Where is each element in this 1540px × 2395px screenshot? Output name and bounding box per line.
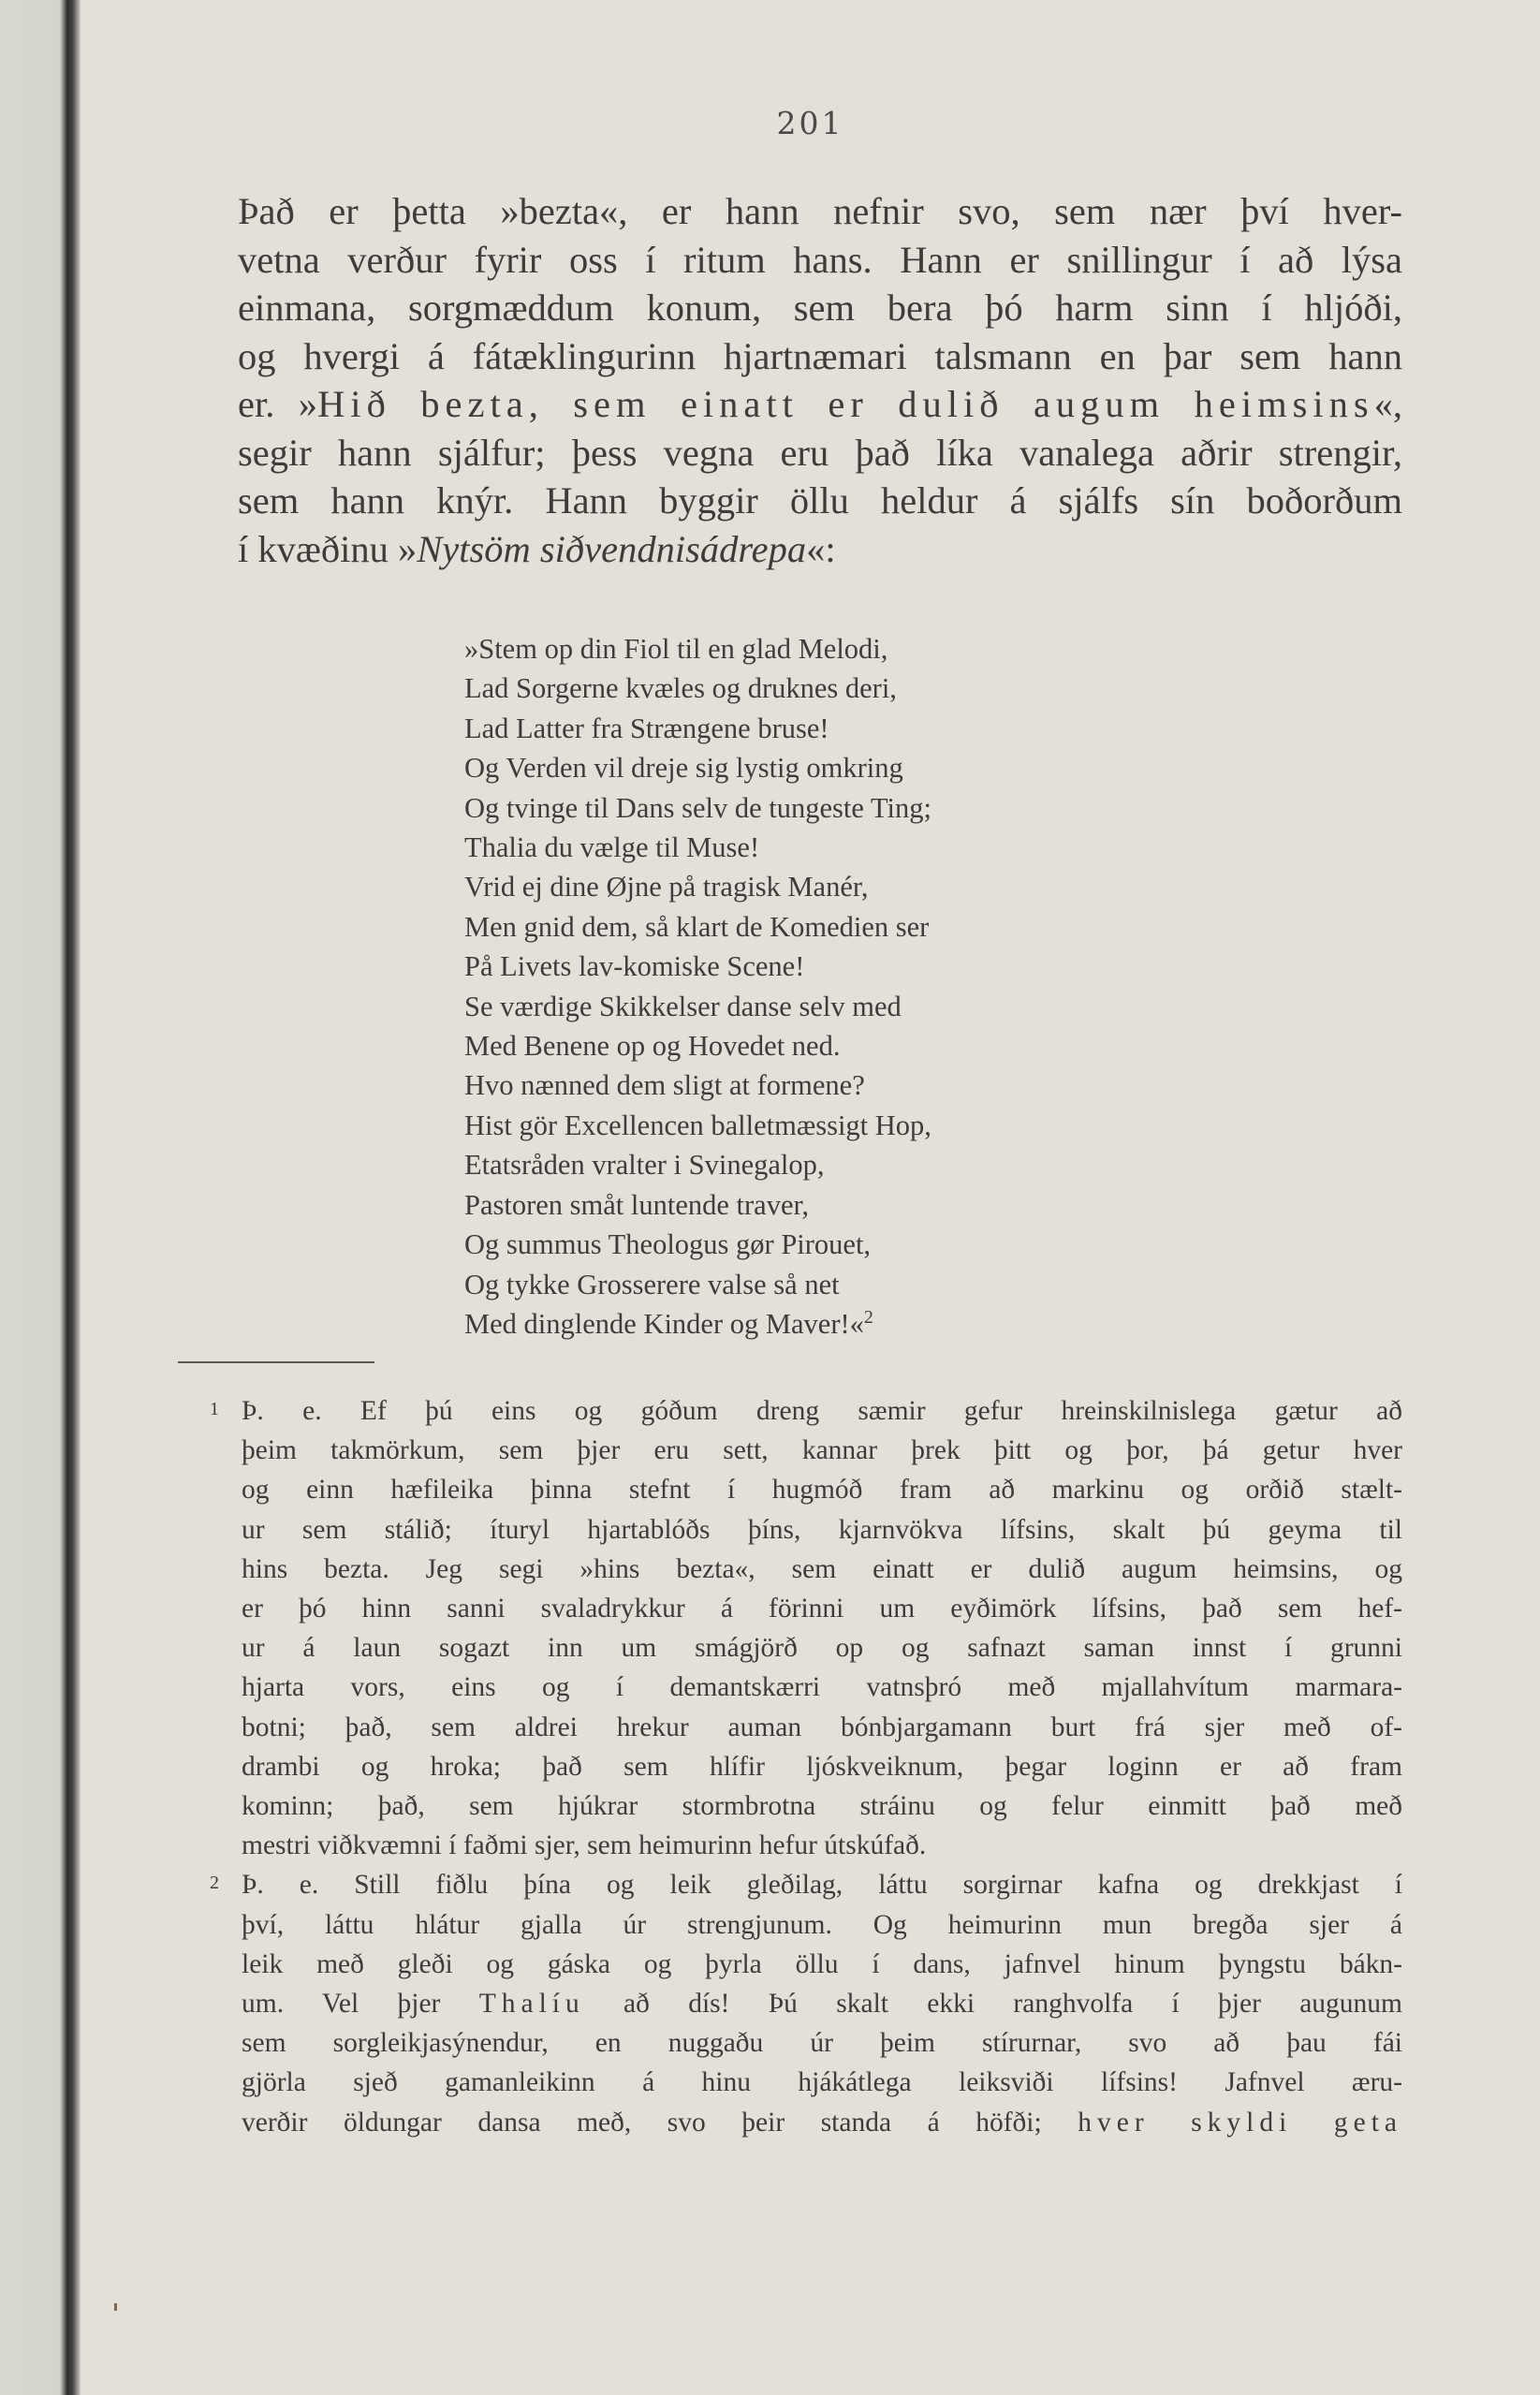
- footnote-line: hjarta vors, eins og í demantskærri vatnsþró með mjallahvítum marmara-: [242, 1672, 1402, 1703]
- spaced-quote: Hið bezta, sem einatt er dulið augum heimsins: [317, 383, 1374, 425]
- footnote-number: 2: [210, 1873, 219, 1894]
- poem-title: Nytsöm siðvendnisádrepa: [417, 527, 807, 570]
- poem-line: »Stem op din Fiol til en glad Melodi,: [464, 633, 888, 665]
- footnote-line: og einn hæfileika þinna stefnt í hugmóð fram að markinu og orðið stælt-: [242, 1475, 1402, 1506]
- spaced-phrase: hver skyldi geta: [1078, 2107, 1402, 2138]
- poem-line: Etatsråden vralter i Svinegalop,: [464, 1149, 825, 1182]
- poem-line: Og summus Theologus gør Pirouet,: [464, 1228, 872, 1261]
- poem-line: Og Verden vil dreje sig lystig omkring: [464, 752, 903, 785]
- text-fragment: Med dinglende Kinder og Maver!«: [464, 1307, 864, 1340]
- footnotes: [210, 1391, 1402, 2142]
- poem-line: Og tykke Grosserere valse så net: [464, 1268, 840, 1300]
- footnote-line: því, láttu hlátur gjalla úr strengjunum. Og heimurinn mun bregða sjer á: [242, 1909, 1402, 1940]
- text-fragment: um. Vel þjer: [242, 1989, 479, 2020]
- footnote-line: leik með gleði og gáska og þyrla öllu í dans, jafnvel hinum þyngstu bákn-: [242, 1948, 1402, 1979]
- footnote-reference: 2: [863, 1306, 873, 1328]
- poem-line: Pastoren småt luntende traver,: [464, 1188, 810, 1221]
- footnote-line: ur á laun sogazt inn um smágjörð op og safnazt saman innst í grunni: [242, 1633, 1402, 1664]
- text-fragment: að dís! Þú skalt ekki ranghvolfa í þjer augunum: [584, 1989, 1402, 2020]
- text-fragment: er. »: [238, 383, 318, 425]
- paragraph-line: segir hann sjálfur; þess vegna eru það líka vanalega aðrir strengir,: [238, 431, 1402, 474]
- poem-line: Lad Latter fra Strængene bruse!: [464, 712, 829, 744]
- poem-line: Se værdige Skikkelser danse selv med: [464, 990, 902, 1022]
- poem-line: [464, 1304, 931, 1344]
- text-fragment: «,: [1373, 383, 1403, 425]
- paragraph-line: sem hann knýr. Hann byggir öllu heldur á sjálfs sín boðorðum: [238, 479, 1402, 522]
- poem-line: Lad Sorgerne kvæles og druknes deri,: [464, 672, 897, 705]
- text-fragment: verðir öldungar dansa með, svo þeir standa á höfði;: [242, 2107, 1078, 2138]
- poem-line: Hist gör Excellencen balletmæssigt Hop,: [464, 1109, 931, 1141]
- footnote-line: sem sorgleikjasýnendur, en nuggaðu úr þeim stírurnar, svo að þau fái: [242, 2028, 1402, 2059]
- footnote-number: 1: [210, 1399, 219, 1419]
- footnote-line: Þ. e. Still fiðlu þína og leik gleðilag, láttu sorgirnar kafna og drekkjast í: [242, 1870, 1402, 1901]
- footnote-divider: [178, 1361, 374, 1363]
- poem-line: Og tvinge til Dans selv de tungeste Ting;: [464, 791, 932, 824]
- footnote-line: botni; það, sem aldrei hrekur auman bónbjargamann burt frá sjer með of-: [242, 1712, 1402, 1742]
- footnote-line: [242, 2103, 1402, 2142]
- poem-line: Med Benene op og Hovedet ned.: [464, 1030, 841, 1063]
- paragraph-line: Það er þetta »bezta«, er hann nefnir svo, sem nær því hver-: [238, 190, 1402, 232]
- footnote-line: hins bezta. Jeg segi »hins bezta«, sem einatt er dulið augum heimsins, og: [242, 1553, 1402, 1584]
- footnote-line: [242, 1984, 1402, 2023]
- paragraph-line: vetna verður fyrir oss í ritum hans. Hann er snillingur í að lýsa: [238, 238, 1402, 281]
- paper-speck: [114, 2303, 117, 2311]
- footnote-line: mestri viðkvæmni í faðmi sjer, sem heimurinn hefur útskúfað.: [242, 1830, 927, 1861]
- poem-line: Thalia du vælge til Muse!: [464, 831, 760, 864]
- footnote-line: ur sem stálið; íturyl hjartablóðs þíns, kjarnvökva lífsins, skalt þú geyma til: [242, 1514, 1402, 1545]
- footnote-line: drambi og hroka; það sem hlífir ljóskveiknum, þegar loginn er að fram: [242, 1751, 1402, 1782]
- paragraph-line: [238, 380, 1402, 429]
- footnote-line: er þó hinn sanni svaladrykkur á förinni um eyðimörk lífsins, það sem hef-: [242, 1594, 1402, 1624]
- quoted-poem: [464, 629, 931, 1344]
- body-paragraph: [238, 187, 1402, 573]
- text-fragment: «:: [806, 527, 836, 570]
- book-binding-edge: [0, 0, 81, 2395]
- poem-line: Hvo nænned dem sligt at formene?: [464, 1069, 865, 1102]
- spaced-name: Thalíu: [478, 1989, 585, 2020]
- poem-line: Men gnid dem, så klart de Komedien ser: [464, 910, 930, 943]
- footnote-1: [210, 1391, 1402, 1865]
- footnote-line: Þ. e. Ef þú eins og góðum dreng sæmir gefur hreinskilnislega gætur að: [242, 1396, 1402, 1426]
- paragraph-line: og hvergi á fátæklingurinn hjartnæmari talsmann en þar sem hann: [238, 334, 1402, 377]
- footnote-2: [210, 1865, 1402, 2141]
- footnote-line: gjörla sjeð gamanleikinn á hinu hjákátlega leiksviði lífsins! Jafnvel æru-: [242, 2067, 1402, 2098]
- footnote-line: kominn; það, sem hjúkrar stormbrotna stráinu og felur einmitt það með: [242, 1791, 1402, 1822]
- book-page: [81, 0, 1540, 2395]
- page-number: 201: [776, 105, 844, 141]
- paragraph-line: [238, 525, 1402, 574]
- poem-line: Vrid ej dine Øjne på tragisk Manér,: [464, 871, 869, 904]
- paragraph-line: einmana, sorgmæddum konum, sem bera þó harm sinn í hljóði,: [238, 287, 1402, 329]
- footnote-line: þeim takmörkum, sem þjer eru sett, kannar þrek þitt og þor, þá getur hver: [242, 1435, 1402, 1466]
- poem-line: På Livets lav-komiske Scene!: [464, 950, 805, 983]
- text-fragment: í kvæðinu »: [238, 527, 418, 570]
